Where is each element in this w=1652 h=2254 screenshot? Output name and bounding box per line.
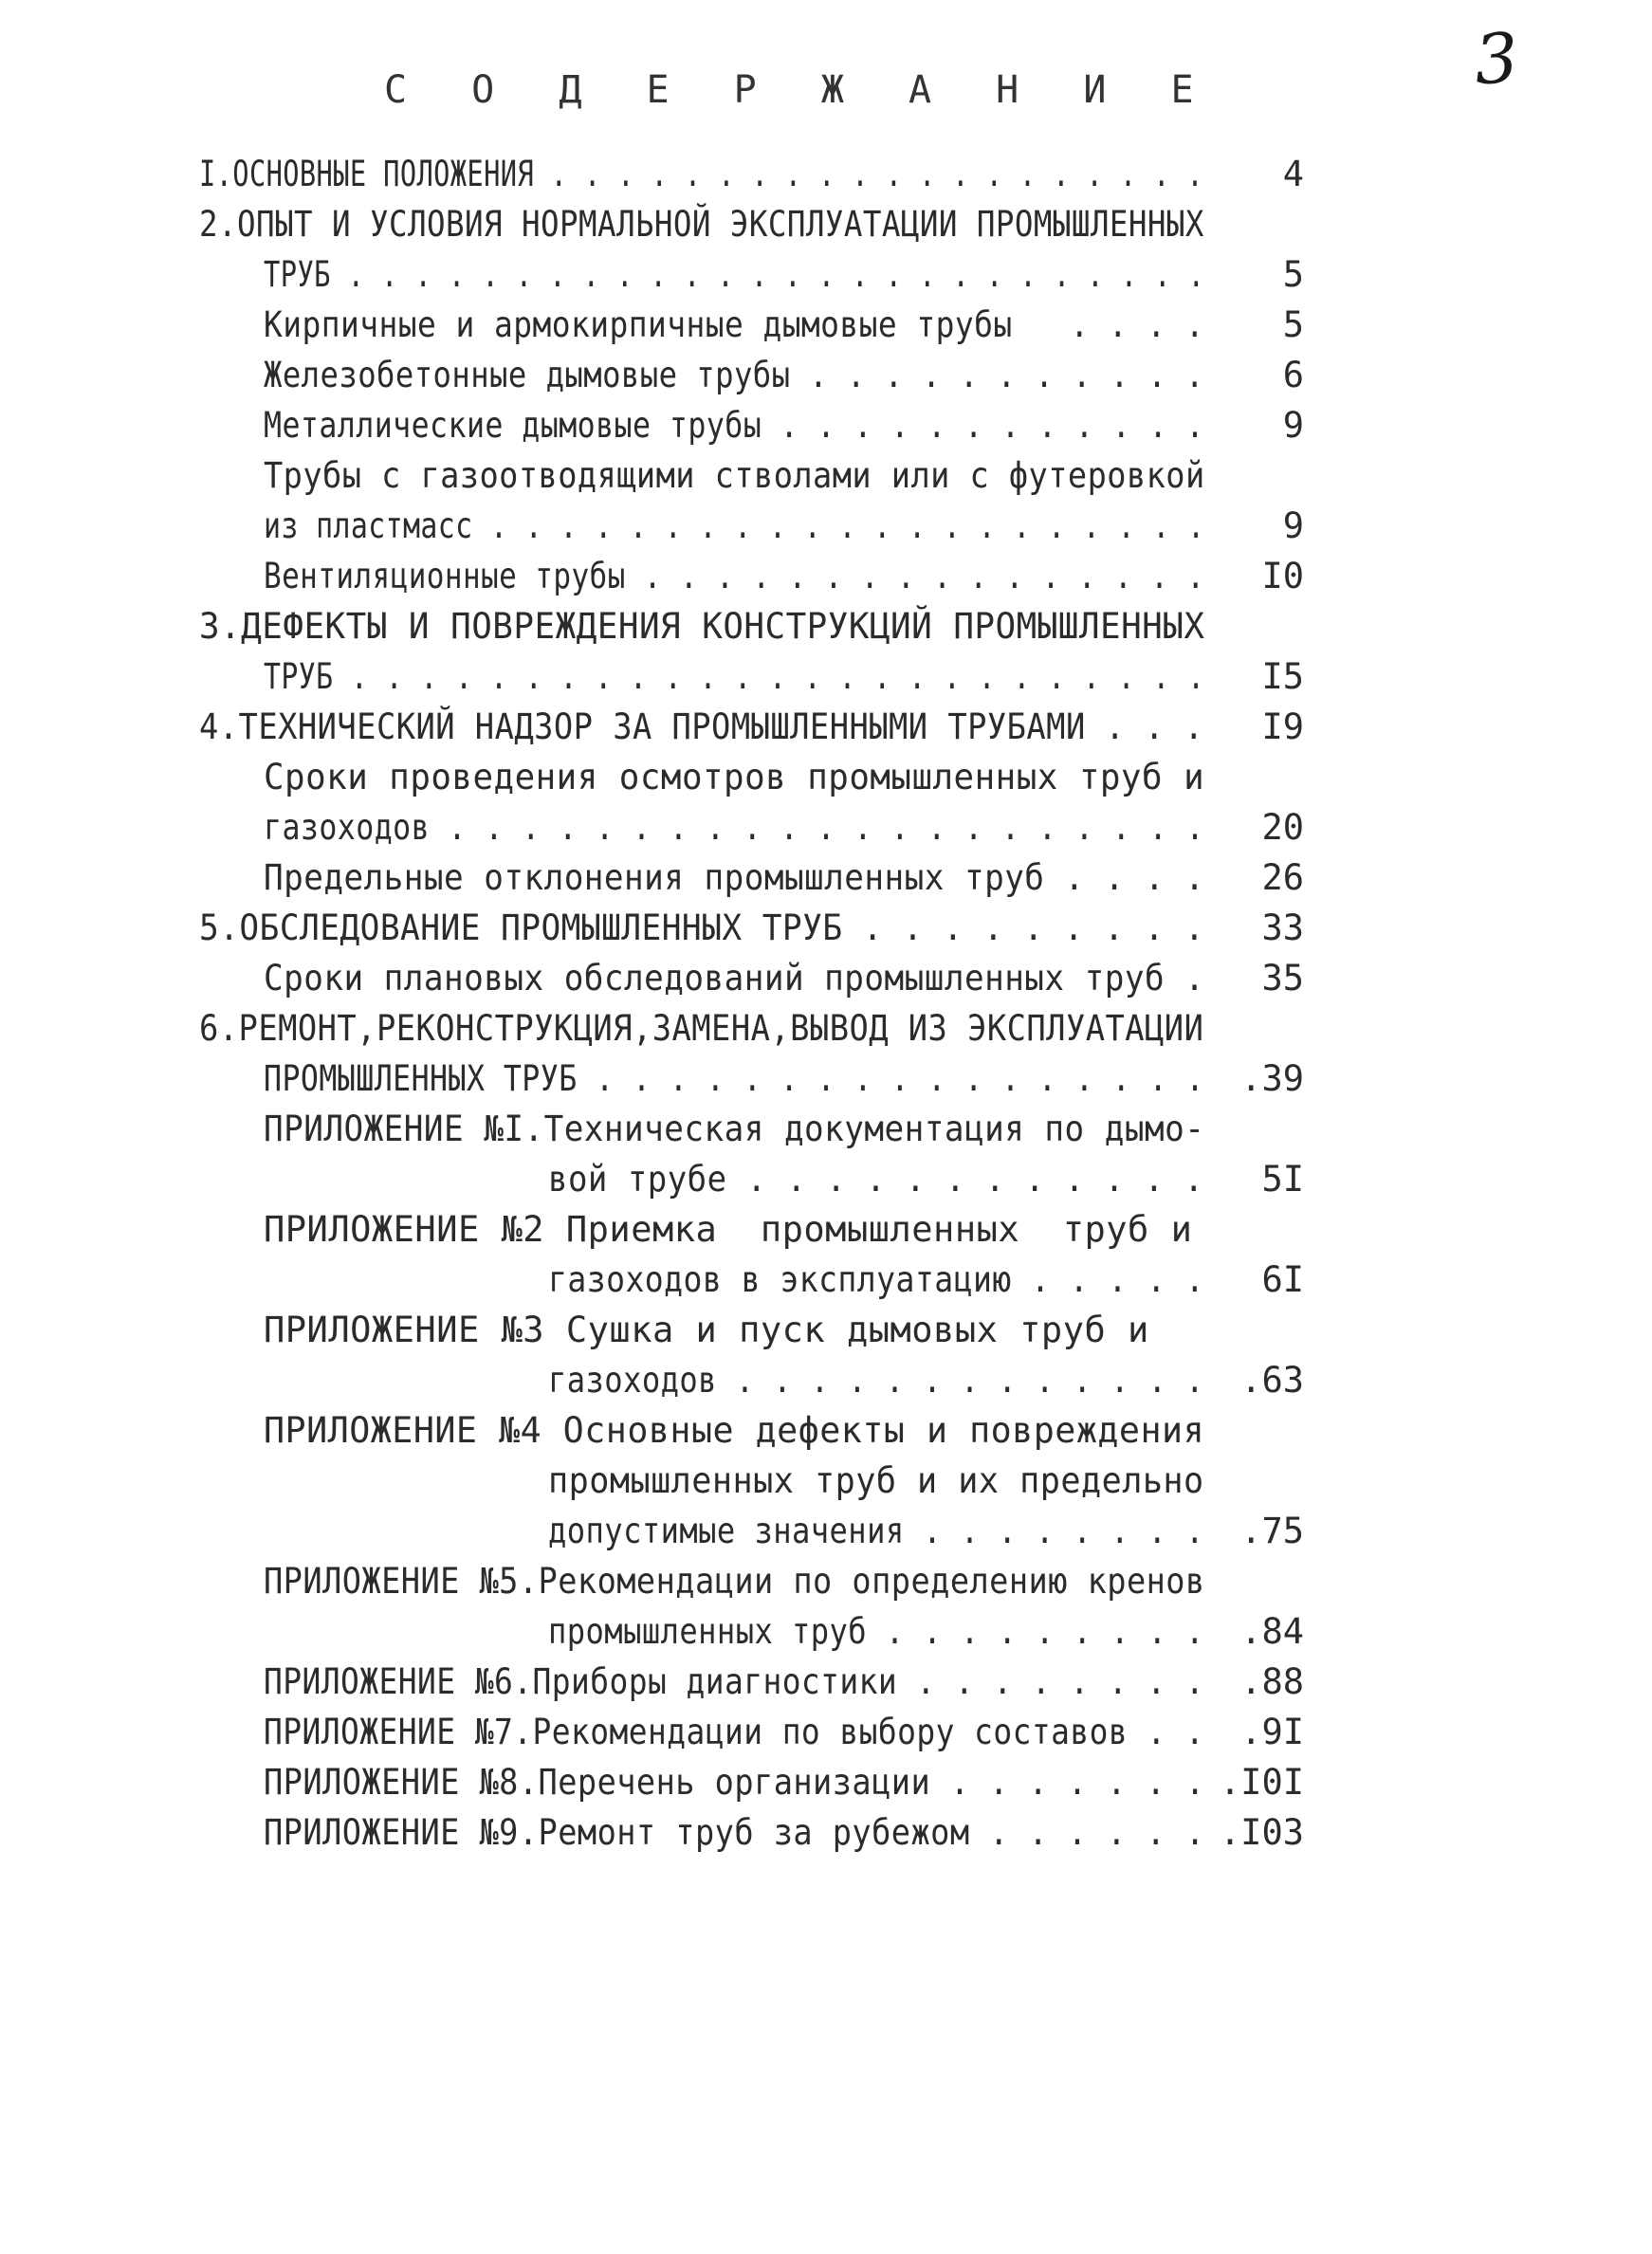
toc-entry-5: 5.ОБСЛЕДОВАНИЕ ПРОМЫШЛЕННЫХ ТРУБ . . . . . . . . . [199, 907, 1205, 948]
toc-entry-4-1-cont: газоходов . . . . . . . . . . . . . . . . . . . . . [264, 807, 1204, 848]
toc-entry-2-4-cont: из пластмасс . . . . . . . . . . . . . . . . . . . . . [264, 505, 1205, 546]
toc-appendix-4: ПРИЛОЖЕНИЕ №4 Основные дефекты и повреждения [264, 1410, 1205, 1451]
toc-page-appendix-8: .I0I [1219, 1762, 1304, 1803]
toc-page-5: 33 [1261, 907, 1304, 948]
toc-entry-4-1: Сроки проведения осмотров промышленных труб и [264, 757, 1205, 797]
toc-entry-3-cont: ТРУБ . . . . . . . . . . . . . . . . . . . . . . . . . [264, 656, 1205, 697]
toc-entry-6: 6.РЕМОНТ,РЕКОНСТРУКЦИЯ,ЗАМЕНА,ВЫВОД ИЗ ЭКСПЛУАТАЦИИ [199, 1008, 1204, 1049]
toc-appendix-5: ПРИЛОЖЕНИЕ №5.Рекомендации по определению кренов [264, 1561, 1205, 1602]
toc-page-appendix-9: .I03 [1219, 1812, 1304, 1853]
toc-page-appendix-7: .9I [1240, 1712, 1304, 1752]
toc-entry-4-2: Предельные отклонения промышленных труб . . . . [264, 857, 1205, 898]
toc-page-2: 5 [1282, 254, 1304, 295]
toc-appendix-3-cont: газоходов . . . . . . . . . . . . . [548, 1360, 1204, 1401]
toc-page-2-3: 9 [1282, 405, 1304, 446]
toc-appendix-3: ПРИЛОЖЕНИЕ №3 Сушка и пуск дымовых труб и [264, 1310, 1149, 1350]
toc-page-appendix-6: .88 [1240, 1661, 1304, 1702]
toc-appendix-7: ПРИЛОЖЕНИЕ №7.Рекомендации по выбору составов . . [264, 1712, 1205, 1752]
toc-entry-4: 4.ТЕХНИЧЕСКИЙ НАДЗОР ЗА ПРОМЫШЛЕННЫМИ ТРУБАМИ . . . [199, 706, 1204, 747]
toc-appendix-4-cont-1: промышленных труб и их предельно [548, 1460, 1204, 1501]
toc-entry-2-4: Трубы с газоотводящими стволами или с футеровкой [264, 455, 1205, 496]
toc-entry-2-5: Вентиляционные трубы . . . . . . . . . . . . . . . . [264, 556, 1205, 596]
toc-page-appendix-1: 5I [1261, 1159, 1304, 1200]
toc-page-2-1: 5 [1282, 304, 1304, 345]
toc-page-4-1: 20 [1261, 807, 1304, 848]
toc-page-appendix-3: .63 [1240, 1360, 1304, 1401]
toc-page-4: I9 [1261, 706, 1304, 747]
toc-page-3: I5 [1261, 656, 1304, 697]
toc-page-4-2: 26 [1261, 857, 1304, 898]
toc-page-5-1: 35 [1261, 958, 1304, 999]
toc-entry-2-1: Кирпичные и армокирпичные дымовые трубы . . . . [264, 304, 1205, 345]
toc-entry-2-2: Железобетонные дымовые трубы . . . . . . . . . . . [264, 355, 1204, 395]
handwritten-page-number: 3 [1472, 17, 1521, 101]
toc-appendix-8: ПРИЛОЖЕНИЕ №8.Перечень организации . . . . . . . [264, 1762, 1205, 1803]
toc-entry-2: 2.ОПЫТ И УСЛОВИЯ НОРМАЛЬНОЙ ЭКСПЛУАТАЦИИ ПРОМЫШЛЕННЫХ [199, 204, 1204, 245]
toc-entry-6-cont: ПРОМЫШЛЕННЫХ ТРУБ . . . . . . . . . . . . . . . . . [264, 1058, 1204, 1099]
toc-page-appendix-5: .84 [1240, 1611, 1304, 1652]
toc-appendix-2: ПРИЛОЖЕНИЕ №2 Приемка промышленных труб и [264, 1209, 1193, 1250]
toc-entry-2-cont: ТРУБ . . . . . . . . . . . . . . . . . . . . . . . . . . [264, 254, 1205, 295]
toc-page-6: .39 [1240, 1058, 1304, 1099]
toc-page-2-4: 9 [1282, 505, 1304, 546]
toc-appendix-9: ПРИЛОЖЕНИЕ №9.Ремонт труб за рубежом . . . . . . [264, 1812, 1205, 1853]
toc-entry-3: 3.ДЕФЕКТЫ И ПОВРЕЖДЕНИЯ КОНСТРУКЦИЙ ПРОМЫШЛЕННЫХ [199, 606, 1205, 647]
toc-page-1: 4 [1282, 154, 1304, 194]
toc-entry-5-1: Сроки плановых обследований промышленных труб . [264, 958, 1205, 999]
toc-title: С О Д Е Р Ж А Н И Е [384, 68, 1215, 112]
toc-page-appendix-4: .75 [1240, 1511, 1304, 1551]
toc-appendix-4-cont-2: допустимые значения . . . . . . . . [548, 1511, 1204, 1551]
toc-page-2-2: 6 [1282, 355, 1304, 395]
toc-page-2-5: I0 [1261, 556, 1304, 596]
toc-appendix-1-cont: вой трубе . . . . . . . . . . . . [548, 1159, 1204, 1200]
toc-appendix-6: ПРИЛОЖЕНИЕ №6.Приборы диагностики . . . . . . . . [264, 1661, 1205, 1702]
toc-entry-1: I.ОСНОВНЫЕ ПОЛОЖЕНИЯ . . . . . . . . . . . . . . . . . . . . [199, 154, 1204, 194]
toc-appendix-2-cont: газоходов в эксплуатацию . . . . . [548, 1259, 1205, 1300]
toc-appendix-5-cont: промышленных труб . . . . . . . . . [548, 1611, 1204, 1652]
toc-entry-2-3: Металлические дымовые трубы . . . . . . . . . . . . [264, 405, 1204, 446]
toc-appendix-1: ПРИЛОЖЕНИЕ №I.Техническая документация по дымо- [264, 1109, 1205, 1149]
toc-page-appendix-2: 6I [1261, 1259, 1304, 1300]
